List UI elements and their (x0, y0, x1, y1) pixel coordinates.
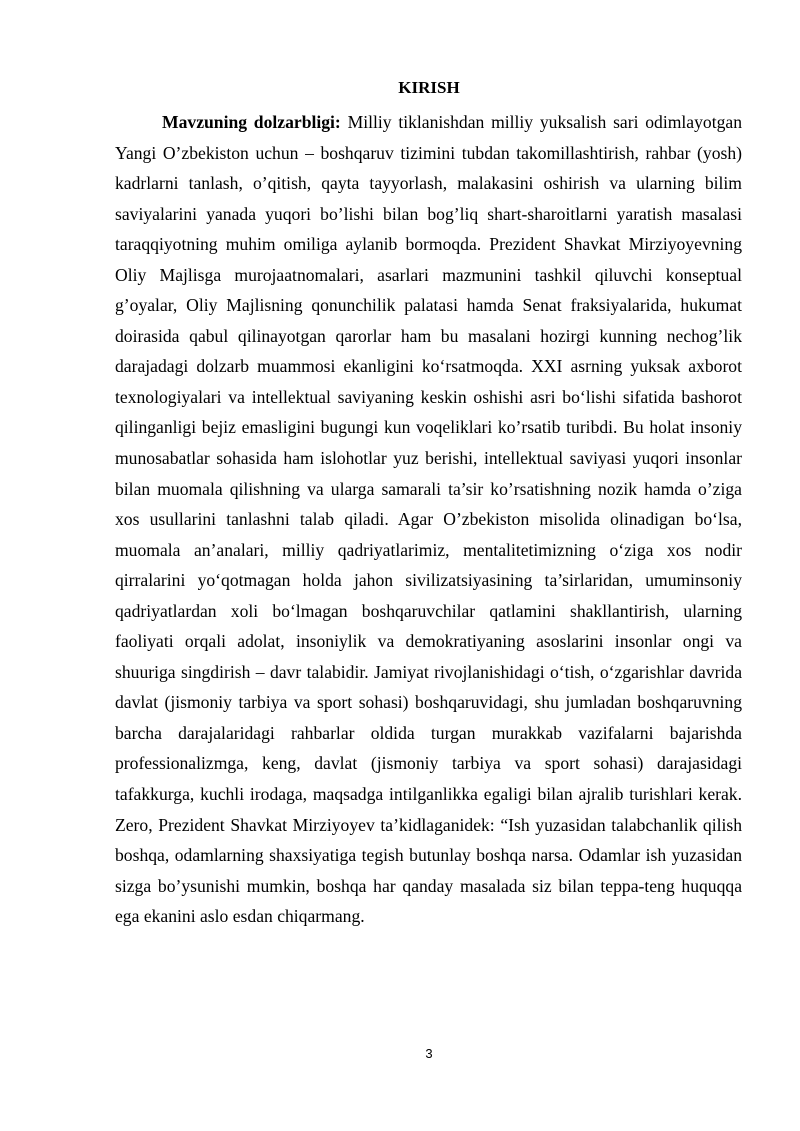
paragraph-lead: Mavzuning dolzarbligi: (162, 112, 341, 132)
section-heading: KIRISH (398, 78, 460, 97)
paragraph-text: Milliy tiklanishdan milliy yuksalish sari odimlayotgan Yangi O’zbekiston uchun – boshqaruv tizimini tubdan takomillashtirish, rahbar (yosh) kadrlarni tanlash, o’qitish, qayta tayyorlash, malakasini oshirish va ularning bilim saviyalarini yanada yuqori bo’lishi bilan bog’liq shart-sharoitlarni yaratish masalasi taraqqiyotning muhim omiliga aylanib bormoqda. Prezident Shavkat Mirziyoyevning Oliy Majlisga murojaatnomalari, asarlari mazmunini tashkil qiluvchi konseptual g’oyalar, Oliy Majlisning qonunchilik palatasi hamda Senat fraksiyalarida, hukumat doirasida qabul qilinayotgan qarorlar ham bu masalani hozirgi kunning nechog’lik darajadagi dolzarb muammosi ekanligini ko‘rsatmoqda. XXI asrning yuksak axborot texnologiyalari va intellektual saviyaning keskin oshishi asri bo‘lishi sifatida bashorot qilinganligi bejiz emasligini bugungi kun voqeliklari ko’rsatib turibdi. Bu holat insoniy munosabatlar sohasida ham islohotlar yuz berishi, intellektual saviyasi yuqori insonlar bilan muomala qilishning va ularga samarali ta’sir ko’rsatishning nozik hamda o’ziga xos usullarini tanlashni talab qiladi. Agar O’zbekiston misolida olinadigan bo‘lsa, muomala an’analari, milliy qadriyatlarimiz, mentalitetimizning o‘ziga xos nodir qirralarini yo‘qotmagan holda jahon sivilizatsiyasining ta’sirlaridan, umuminsoniy qadriyatlardan xoli bo‘lmagan boshqaruvchilar qatlamini shakllantirish, ularning faoliyati orqali adolat, insoniylik va demokratiyaning asoslarini insonlar ongi va shuuriga singdirish – davr talabidir. Jamiyat rivojlanishidagi o‘tish, o‘zgarishlar davrida davlat (jismoniy tarbiya va sport sohasi) boshqaruvidagi, shu jumladan boshqaruvning barcha darajalaridagi rahbarlar oldida turgan murakkab vazifalarni bajarishda professionalizmga, keng, davlat (jismoniy tarbiya va sport sohasi) darajasidagi tafakkurga, kuchli irodaga, maqsadga intilganlikka egaligi bilan ajralib turishlari kerak. Zero, Prezident Shavkat Mirziyoyev ta’kidlaganidek: “Ish yuzasidan talabchanlik qilish boshqa, odamlarning shaxsiyatiga tegish butunlay boshqa narsa. Odamlar ish yuzasidan sizga bo’ysunishi mumkin, boshqa har qanday masalada siz bilan teppa-teng huquqqa ega ekanini aslo esdan chiqarmang. (115, 112, 742, 927)
body-paragraph (115, 107, 742, 932)
page-number: 3 (425, 1046, 433, 1061)
